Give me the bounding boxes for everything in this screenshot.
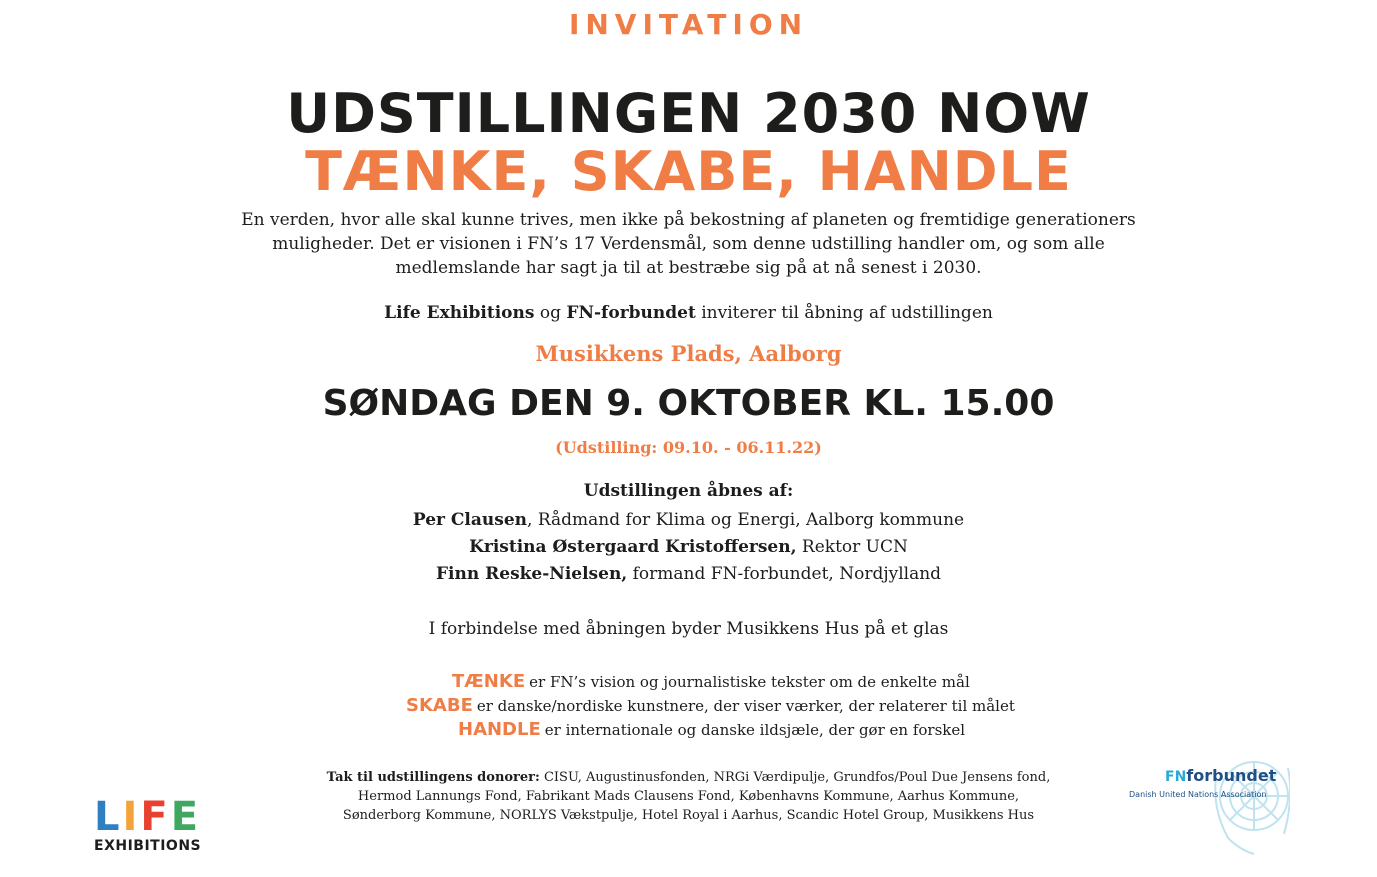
exhibition-period: (Udstilling: 09.10. - 06.11.22)	[555, 438, 822, 457]
opener-entry	[0, 537, 1377, 557]
intro-line: muligheder. Det er visionen i FN’s 17 Verdensmål, som denne udstilling handler om, og som alle	[272, 234, 1105, 254]
concept-line	[406, 695, 1015, 716]
opener-name: Kristina Østergaard Kristoffersen,	[469, 537, 797, 557]
opener-name: Per Clausen	[412, 510, 528, 530]
venue: Musikkens Plads, Aalborg	[535, 341, 842, 366]
donors-label: Tak til udstillingens donorer:	[326, 770, 540, 785]
life-letter: F	[140, 794, 168, 840]
concept-text: er internationale og danske ildsjæle, der gør en forskel	[544, 721, 966, 739]
hosts-and: og	[539, 303, 561, 323]
invitation-label: INVITATION	[568, 8, 809, 41]
life-letter: E	[170, 794, 199, 840]
hosts-text: inviterer til åbning af udstillingen	[701, 303, 993, 323]
life-letters	[94, 794, 209, 840]
intro-line: medlemslande har sagt ja til at bestræbe sig på at nå senest i 2030.	[395, 258, 982, 278]
opener-role: Rektor UCN	[796, 537, 908, 557]
life-letter: I	[122, 794, 138, 840]
title-line-1: UDSTILLINGEN 2030 NOW	[286, 82, 1091, 145]
concept-keyword: SKABE	[406, 695, 473, 716]
hosts-line	[0, 303, 1377, 323]
fn-forbundet: forbundet	[1186, 766, 1277, 785]
fn-wordmark	[1165, 766, 1276, 785]
intro-line: En verden, hvor alle skal kunne trives, men ikke på bekostning af planeten og fremtidige generationers	[241, 210, 1136, 230]
fn-forbundet-logo	[1125, 738, 1290, 858]
fn-letters: FN	[1165, 769, 1187, 785]
donors-line: Sønderborg Kommune, NORLYS Vækstpulje, Hotel Royal i Aarhus, Scandic Hotel Group, Musikkens Hus	[342, 808, 1035, 823]
host-org-2: FN-forbundet	[566, 303, 696, 323]
fn-tagline: Danish United Nations Association	[1129, 790, 1267, 799]
donors-line: Hermod Lannungs Fond, Fabrikant Mads Clausens Fond, Københavns Kommune, Aarhus Kommune,	[357, 789, 1020, 804]
event-date: SØNDAG DEN 9. OKTOBER KL. 15.00	[322, 383, 1055, 424]
opener-entry	[0, 564, 1377, 584]
glass-note: I forbindelse med åbningen byder Musikkens Hus på et glas	[428, 619, 949, 639]
title-line-2: TÆNKE, SKABE, HANDLE	[305, 140, 1072, 203]
opener-name: Finn Reske-Nielsen,	[435, 564, 628, 584]
concept-text: er FN’s vision og journalistiske tekster om de enkelte mål	[529, 673, 970, 691]
opener-role: , Rådmand for Klima og Energi, Aalborg kommune	[527, 510, 965, 530]
opener-entry	[0, 510, 1377, 530]
life-exhibitions-logo	[94, 794, 209, 856]
concept-keyword: TÆNKE	[452, 671, 526, 692]
concept-line	[458, 719, 965, 740]
life-subtitle: EXHIBITIONS	[94, 838, 202, 854]
concept-keyword: HANDLE	[458, 719, 541, 740]
concept-text: er danske/nordiske kunstnere, der viser værker, der relaterer til målet	[476, 697, 1015, 715]
openers-heading: Udstillingen åbnes af:	[583, 481, 794, 501]
life-letter: L	[94, 794, 120, 840]
opener-role: formand FN-forbundet, Nordjylland	[627, 564, 942, 584]
donors-line: CISU, Augustinusfonden, NRGi Værdipulje, Grundfos/Poul Due Jensens fond,	[539, 770, 1051, 785]
host-org-1: Life Exhibitions	[384, 303, 535, 323]
intro-paragraph	[0, 208, 1377, 280]
concept-line	[452, 671, 970, 692]
